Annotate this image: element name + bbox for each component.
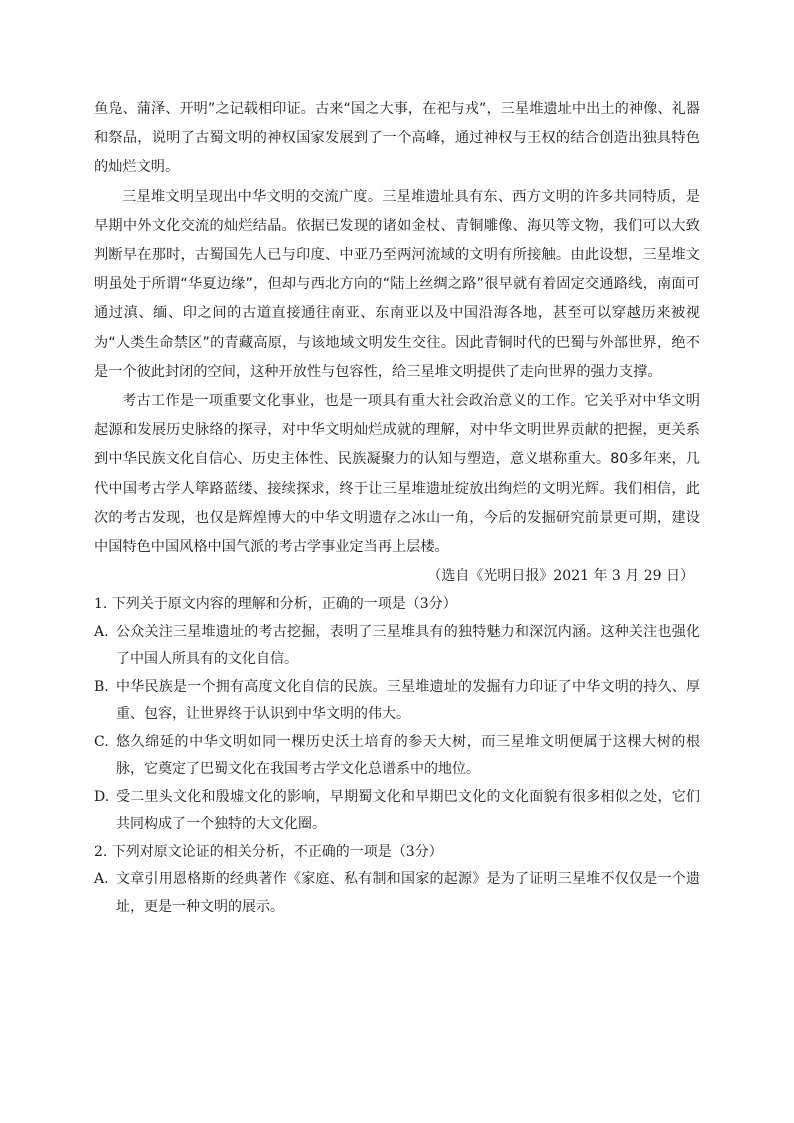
option-a xyxy=(94,866,700,921)
document-body xyxy=(94,95,700,921)
option-letter: D. xyxy=(94,788,110,805)
article-paragraph-3: 考古工作是一项重要文化事业，也是一项具有重大社会政治意义的工作。它关乎对中华文明起源和发展历史脉络的探寻，对中华文明灿烂成就的理解，对中华文明世界贡献的把握，更关系到中华民族文化自信心、历史主体性、民族凝聚力的认知与塑造，意义堪称重大。80多年来，几代中国考古学人筚路蓝缕、接续探求，终于让三星堆遗址绽放出绚烂的文明光辉。我们相信，此次的考古发现，也仅是辉煌博大的中华文明遗存之冰山一角，今后的发掘研究前景更可期，建设中国特色中国风格中国气派的考古学事业定当再上层楼。 xyxy=(94,393,700,556)
question-stem: 1. 下列关于原文内容的理解和分析，正确的一项是（3分） xyxy=(94,596,457,613)
question-stem: 2. 下列对原文论证的相关分析，不正确的一项是（3分） xyxy=(94,843,443,860)
question-2 xyxy=(94,839,700,922)
option-a xyxy=(94,619,700,674)
option-letter: A. xyxy=(94,623,109,640)
option-text: 受二里头文化和殷墟文化的影响，早期蜀文化和早期巴文化的文化面貌有很多相似之处，它们共同构成了一个独特的大文化圈。 xyxy=(116,788,700,833)
option-b xyxy=(94,674,700,729)
option-c xyxy=(94,729,700,784)
option-text: 中华民族是一个拥有高度文化自信的民族。三星堆遗址的发掘有力印证了中华文明的持久、厚重、包容，让世界终于认识到中华文明的伟大。 xyxy=(116,678,700,723)
option-d xyxy=(94,784,700,839)
option-letter: A. xyxy=(94,871,109,888)
option-text: 文章引用恩格斯的经典著作《家庭、私有制和国家的起源》是为了证明三星堆不仅仅是一个遗址，更是一种文明的展示。 xyxy=(116,871,700,915)
option-letter: B. xyxy=(94,678,109,695)
article-paragraph-1: 鱼凫、蒲泽、开明”之记载相印证。古来“国之大事，在祀与戎”，三星堆遗址中出土的神像、礼器和祭品，说明了古蜀文明的神权国家发展到了一个高峰，通过神权与王权的结合创造出独具特色的灿烂文明。 xyxy=(94,101,700,176)
article-paragraph-2: 三星堆文明呈现出中华文明的交流广度。三星堆遗址具有东、西方文明的许多共同特质，是早期中外文化交流的灿烂结晶。依据已发现的诸如金杖、青铜雕像、海贝等文物，我们可以大致判断早在那时，古蜀国先人已与印度、中亚乃至两河流域的文明有所接触。由此设想，三星堆文明虽处于所谓“华夏边缘”，但却与西北方向的“陆上丝绸之路”很早就有着固定交通路线，南面可通过滇、缅、印之间的古道直接通往南亚、东南亚以及中国沿海各地，甚至可以穿越历来被视为“人类生命禁区”的青藏高原，与该地域文明发生交往。因此青铜时代的巴蜀与外部世界，绝不是一个彼此封闭的空间，这种开放性与包容性，给三星堆文明提供了走向世界的强力支撑。 xyxy=(94,188,700,380)
option-text: 公众关注三星堆遗址的考古挖掘，表明了三星堆具有的独特魅力和深沉内涵。这种关注也强化了中国人所具有的文化自信。 xyxy=(116,623,700,668)
option-text: 悠久绵延的中华文明如同一棵历史沃土培育的参天大树，而三星堆文明便属于这棵大树的根脉，它奠定了巴蜀文化在我国考古学文化总谱系中的地位。 xyxy=(116,733,700,778)
article-source: （选自《光明日报》2021 年 3 月 29 日） xyxy=(427,568,694,585)
question-1 xyxy=(94,591,700,839)
option-letter: C. xyxy=(94,733,109,750)
